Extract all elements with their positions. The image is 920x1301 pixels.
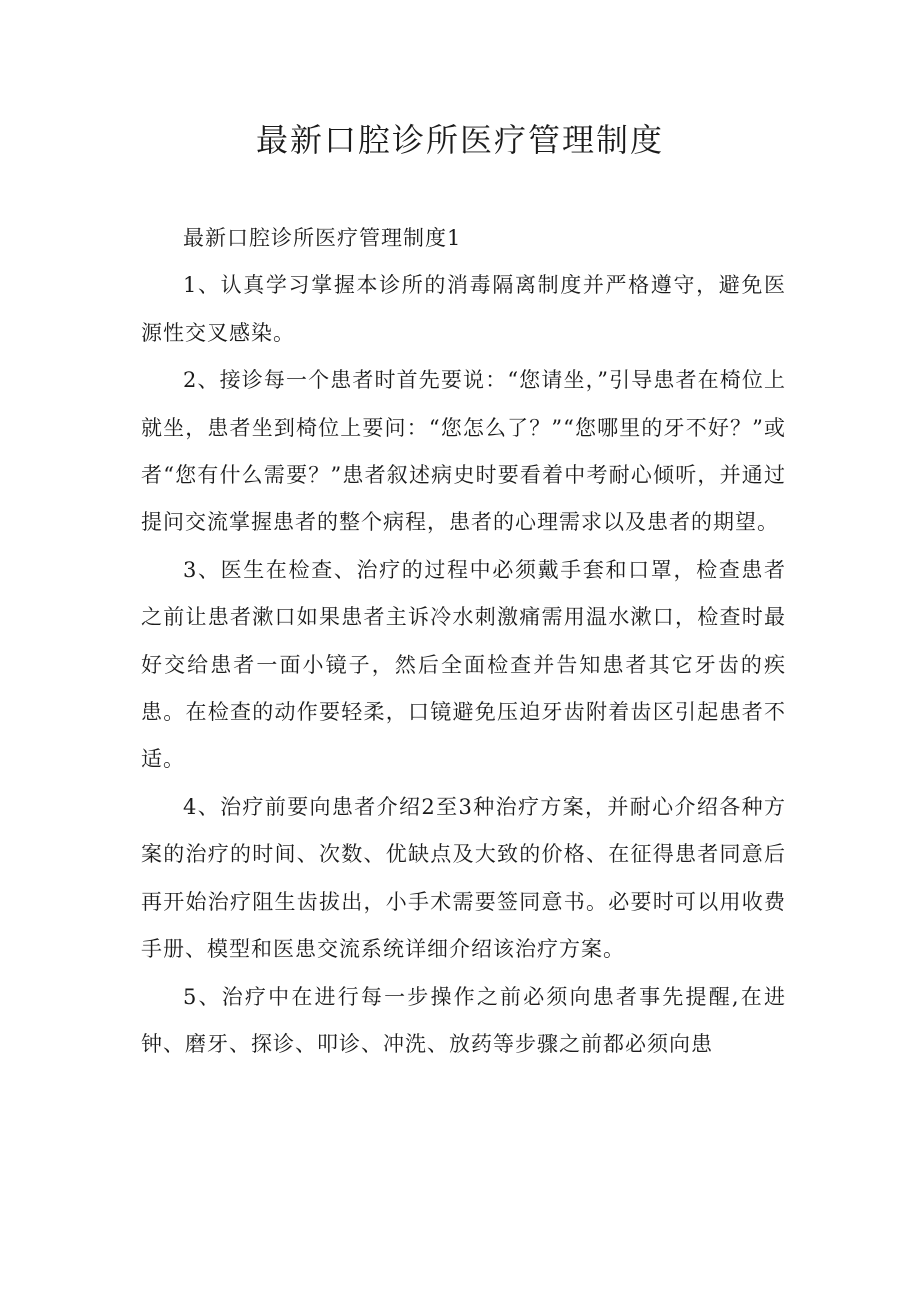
document-body (141, 215, 786, 1068)
paragraph-1: 1、认真学习掌握本诊所的消毒隔离制度并严格遵守，避免医源性交叉感染。 (141, 273, 786, 345)
paragraph-4: 4、治疗前要向患者介绍2至3种治疗方案，并耐心介绍各种方案的治疗的时间、次数、优缺点及大致的价格、在征得患者同意后再开始治疗阻生齿拔出，小手术需要签同意书。必要时可以用收费手册、模型和医患交流系统详细介绍该治疗方案。 (141, 794, 786, 962)
paragraph-3: 3、医生在检查、治疗的过程中必须戴手套和口罩，检查患者之前让患者漱口如果患者主诉冷水刺激痛需用温水漱口，检查时最好交给患者一面小镜子，然后全面检查并告知患者其它牙齿的疾患。在检查的动作要轻柔，口镜避免压迫牙齿附着齿区引起患者不适。 (141, 557, 786, 772)
section-subtitle: 最新口腔诊所医疗管理制度1 (183, 226, 462, 250)
paragraph-5: 5、治疗中在进行每一步操作之前必须向患者事先提醒,在进钟、磨牙、探诊、叩诊、冲洗、放药等步骤之前都必须向患 (141, 984, 786, 1056)
document-title: 最新口腔诊所医疗管理制度 (255, 121, 664, 159)
paragraph-2: 2、接诊每一个患者时首先要说：“您请坐，”引导患者在椅位上就坐，患者坐到椅位上要问：“您怎么了？”“您哪里的牙不好？”或者“您有什么需要？”患者叙述病史时要看着中考耐心倾听，并通过提问交流掌握患者的整个病程，患者的心理需求以及患者的期望。 (141, 368, 786, 535)
